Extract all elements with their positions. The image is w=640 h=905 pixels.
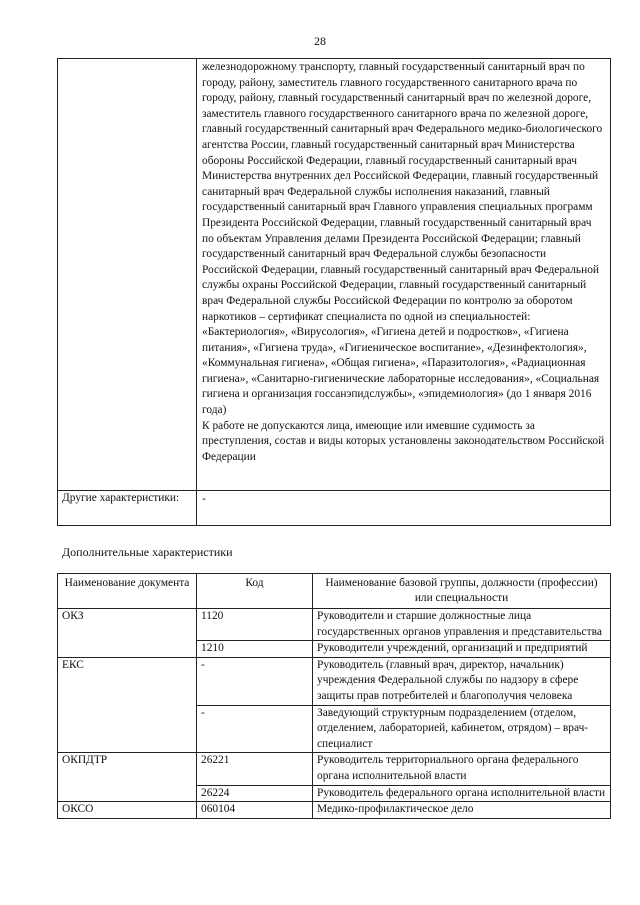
code-cell: - [197, 657, 313, 705]
page-number: 28 [314, 34, 326, 48]
other-characteristics-label: Другие характеристики: [58, 491, 197, 526]
table-row [58, 609, 611, 641]
column-header-name: Наименование базовой группы, должности (профессии) или специальности [313, 574, 611, 609]
education-requirements-text: железнодорожному транспорту, главный государственный санитарный врач по городу, району, заместитель главного государственного санитарного врача по городу, району, главный государственный санитарный врач по железной дороге, заместитель главного государственного санитарного врача по железной дороге, главный государственный санитарный врач Федерального медико-биологического агентства России, главный государственный санитарный врач Министерства обороны Российской Федерации, главный государственный санитарный врач Министерства внутренних дел Российской Федерации, главный государственный санитарный врач Федеральной службы исполнения наказаний, главный государственный санитарный врач Главного управления специальных программ Президента Российской Федерации, главный государственный санитарный врач по объектам Управления делами Президента Российской Федерации; главный государственный санитарный врач Федеральной службы безопасности Российской Федерации, главный государственный санитарный врач Федеральной службы охраны Российской Федерации, главный государственный санитарный врач Федеральной службы Российской Федерации по контролю за оборотом наркотиков – сертификат специалиста по одной из специальностей: «Бактериология», «Вирусология», «Гигиена детей и подростков», «Гигиена питания», «Гигиена труда», «Гигиеническое воспитание», «Дезинфектология», «Коммунальная гигиена», «Общая гигиена», «Паразитология», «Радиационная гигиена», «Санитарно-гигиенические лабораторные исследования», «Социальная гигиена и организация госсанэпидслужбы», «эпидемиология» (до 1 января 2016 года) [202, 61, 603, 417]
other-characteristics-value: - [197, 491, 611, 526]
code-cell: 26224 [197, 785, 313, 802]
requirements-text-cell [197, 59, 611, 491]
document-cell: ОКЗ [58, 609, 197, 658]
table-row [58, 657, 611, 705]
document-cell: ЕКС [58, 657, 197, 753]
table-row [58, 753, 611, 785]
code-cell: 060104 [197, 802, 313, 819]
name-cell: Руководители и старшие должностные лица государственных органов управления и представительства [313, 609, 611, 641]
code-cell: 26221 [197, 753, 313, 785]
name-cell: Руководитель территориального органа федерального органа исполнительной власти [313, 753, 611, 785]
table-row [58, 491, 611, 526]
additional-characteristics-title: Дополнительные характеристики [62, 545, 233, 559]
name-cell: Медико-профилактическое дело [313, 802, 611, 819]
restriction-text: К работе не допускаются лица, имеющие или имевшие судимость за преступления, состав и виды которых установлены законодательством Российской Федерации [202, 419, 605, 463]
requirements-table [57, 58, 611, 526]
document-cell: ОКСО [58, 802, 197, 819]
table-row [58, 59, 611, 491]
column-header-document: Наименование документа [58, 574, 197, 609]
name-cell: Руководители учреждений, организаций и предприятий [313, 641, 611, 658]
name-cell: Заведующий структурным подразделением (отделом, отделением, лабораторией, кабинетом, отрядом) – врач-специалист [313, 705, 611, 753]
name-cell: Руководитель федерального органа исполнительной власти [313, 785, 611, 802]
code-cell: 1210 [197, 641, 313, 658]
table-row [58, 802, 611, 819]
document-cell: ОКПДТР [58, 753, 197, 802]
additional-characteristics-table [57, 573, 611, 819]
code-cell: 1120 [197, 609, 313, 641]
code-cell: - [197, 705, 313, 753]
table-header-row [58, 574, 611, 609]
column-header-code: Код [197, 574, 313, 609]
name-cell: Руководитель (главный врач, директор, начальник) учреждения Федеральной службы по надзору в сфере защиты прав потребителей и благополучия человека [313, 657, 611, 705]
empty-label-cell [58, 59, 197, 491]
